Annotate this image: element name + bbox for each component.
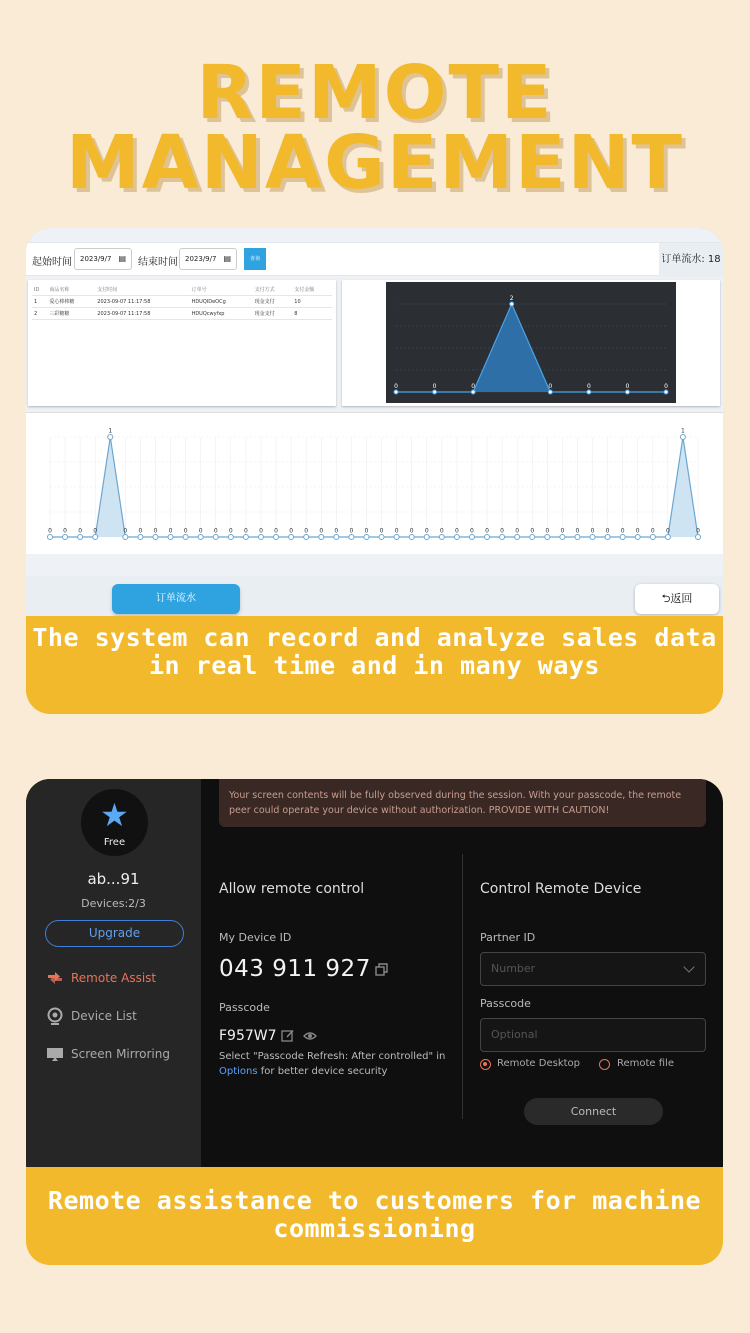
remote-desktop-label: Remote Desktop [497,1058,581,1069]
calendar-icon: ▤ [223,254,231,263]
data-label: 0 [228,527,233,535]
data-point [63,535,68,540]
data-label: 0 [471,383,476,390]
data-point [198,535,203,540]
table-cell: 2023-09-07 11:17:58 [95,296,189,308]
sales-caption: The system can record and analyze sales data in real time and in many ways [32,623,717,680]
data-point [364,535,369,540]
sidebar [26,779,201,1167]
data-point [289,535,294,540]
data-label: 0 [605,527,610,535]
data-point [349,535,354,540]
caution-banner: Your screen contents will be fully observed during the session. With your passcode, the remote peer could operate your device without authorization. PROVIDE WITH CAUTION! [219,779,706,827]
data-point [433,390,437,394]
sales-card [26,228,723,714]
table-cell: 现金支付 [253,308,293,320]
nav-label: Remote Assist [71,971,157,985]
data-label: 0 [243,527,248,535]
data-label: 0 [575,527,580,535]
sales-screen [26,228,723,616]
data-label: 0 [432,383,437,390]
data-label: 0 [586,383,591,390]
data-point [530,535,535,540]
partner-id-label: Partner ID [480,931,536,944]
nav-label: Screen Mirroring [71,1047,170,1061]
data-label: 0 [319,527,324,535]
data-label: 0 [696,527,700,535]
data-label: 1 [681,427,685,435]
table-row[interactable] [32,308,332,320]
star-icon: ★ [100,796,129,834]
username: ab...91 [87,870,140,888]
data-point [560,535,565,540]
data-point [665,535,670,540]
data-point [138,535,143,540]
data-label: 0 [304,527,309,535]
my-device-id-label: My Device ID [219,931,292,944]
data-label: 1 [108,427,113,435]
data-label: 0 [515,527,520,535]
table-cell: 爱心棒棒糖 [47,296,95,308]
plan-badge: Free [103,837,126,848]
table-cell: 2023-09-07 11:17:58 [95,308,189,320]
table-header: ID [32,284,47,296]
data-point [439,535,444,540]
start-time-label: 起始时间 [32,257,72,268]
data-label: 0 [168,527,173,535]
data-point [394,535,399,540]
data-point [334,535,339,540]
data-point [123,535,128,540]
data-point [587,390,591,394]
control-remote-title: Control Remote Device [480,881,642,897]
data-label: 0 [664,383,668,390]
data-point [625,390,629,394]
allow-remote-title: Allow remote control [219,881,365,897]
data-point [454,535,459,540]
data-label: 0 [454,527,459,535]
partner-passcode-label: Passcode [480,997,531,1010]
end-date-input[interactable]: 2023/9/7 ▤ [179,248,237,270]
data-label: 0 [78,527,83,535]
data-point [168,535,173,540]
table-row[interactable] [32,296,332,308]
data-label: 0 [620,527,625,535]
data-label: 0 [48,527,52,535]
data-point [409,535,414,540]
data-point [379,535,384,540]
data-point [183,535,188,540]
daily-chart [386,282,676,403]
device-list-icon [46,1007,64,1025]
remote-desktop-radio[interactable] [480,1059,491,1070]
daily-chart-panel [342,280,720,406]
data-label: 0 [560,527,565,535]
data-point [258,535,263,540]
table-cell: 10 [292,296,332,308]
data-point [500,535,505,540]
options-link[interactable]: Options [219,1066,258,1077]
data-point [228,535,233,540]
orders-table [32,284,332,320]
data-point [153,535,158,540]
data-label: 0 [470,527,474,535]
data-point [545,535,550,540]
nav-label: Device List [71,1009,137,1023]
remote-file-radio[interactable] [599,1059,610,1070]
start-date-input[interactable]: 2023/9/7 ▤ [74,248,132,270]
screen-mirroring-icon [46,1045,64,1063]
data-point [213,535,218,540]
headline-line2: MANAGEMENT [66,120,684,206]
data-label: 0 [500,527,505,535]
table-header: 支付方式 [253,284,293,296]
data-point [485,535,490,540]
product-chart-panel [26,412,723,554]
table-cell: 2 [32,308,47,320]
data-point [696,535,701,540]
connect-button[interactable]: Connect [524,1098,663,1125]
data-point [471,390,475,394]
device-count: Devices:2/3 [81,897,146,910]
data-label: 0 [123,527,128,535]
data-point [274,535,279,540]
data-label: 0 [665,527,670,535]
upgrade-button[interactable]: Upgrade [45,920,184,947]
passcode-value: F957W7 [219,1028,277,1044]
data-label: 0 [259,527,263,535]
data-point [680,435,685,440]
data-label: 0 [545,527,550,535]
data-label: 0 [213,527,218,535]
data-point [108,435,113,440]
data-point [515,535,520,540]
data-label: 0 [289,527,294,535]
data-label: 0 [439,527,444,535]
table-header: 支付时间 [95,284,189,296]
order-count: 订单流水: 18 [659,243,723,277]
data-label: 0 [548,383,553,390]
data-point [620,535,625,540]
remote-file-label: Remote file [617,1058,674,1069]
table-cell: 8 [292,308,332,320]
data-label: 0 [625,383,630,390]
avatar[interactable] [81,789,148,856]
table-header: 支付金额 [292,284,332,296]
data-point [319,535,324,540]
remote-app-screen [26,779,723,1167]
data-point [48,535,53,540]
table-cell: HDUQcwyfxp [190,308,253,320]
product-chart-svg [26,413,723,555]
daily-chart-svg [386,282,676,403]
passcode-label: Passcode [219,1001,270,1014]
data-label: 0 [198,527,203,535]
data-point [243,535,248,540]
data-label: 0 [394,383,398,390]
data-label: 0 [153,527,158,535]
table-cell: 1 [32,296,47,308]
data-point [394,390,398,394]
data-point [635,535,640,540]
data-point [424,535,429,540]
device-id: 043 911 927 [219,956,371,982]
data-label: 0 [394,527,399,535]
data-point [664,390,668,394]
end-time-label: 结束时间 [138,257,178,268]
headline-line1: REMOTE [196,50,554,136]
table-header: 订单号 [190,284,253,296]
table-cell: 现金支付 [253,296,293,308]
back-button[interactable]: ⮌返回 [635,584,719,614]
data-point [650,535,655,540]
data-label: 0 [63,527,67,535]
data-label: 0 [349,527,354,535]
remote-card [26,779,723,1265]
data-label: 2 [509,295,514,302]
data-point [469,535,474,540]
data-label: 0 [590,527,595,535]
data-label: 0 [424,527,429,535]
data-point [548,390,552,394]
table-cell: HDUQIDeOCg [190,296,253,308]
remote-caption: Remote assistance to customers for machine commissioning [47,1186,702,1243]
partner-passcode-input[interactable]: Optional [480,1018,706,1052]
order-flow-button[interactable]: 订单流水 [112,584,240,614]
data-label: 0 [93,527,98,535]
copy-icon[interactable] [375,963,389,977]
search-button[interactable]: 查询 [244,248,266,270]
data-label: 0 [138,527,143,535]
data-point [605,535,610,540]
chevron-down-icon[interactable] [683,961,694,972]
filter-toolbar [26,242,723,276]
data-point [575,535,580,540]
table-header: 商品名称 [47,284,95,296]
data-label: 0 [485,527,489,535]
data-label: 0 [635,527,640,535]
data-point [78,535,83,540]
panel-divider [462,854,463,1119]
data-label: 0 [334,527,339,535]
data-point [510,302,514,306]
partner-id-input[interactable]: Number [480,952,706,986]
data-label: 0 [274,527,278,535]
table-header-row [32,284,332,296]
edit-icon[interactable] [281,1029,295,1043]
remote-assist-icon [46,969,64,987]
data-point [590,535,595,540]
data-point [304,535,309,540]
security-hint: Select "Passcode Refresh: After controlled" in Options for better device security [219,1051,446,1077]
calendar-icon: ▤ [118,254,126,263]
data-label: 0 [650,527,655,535]
data-label: 0 [530,527,535,535]
eye-icon[interactable] [303,1029,317,1043]
data-label: 0 [379,527,384,535]
data-point [93,535,98,540]
data-label: 0 [409,527,414,535]
table-cell: 三彩糖糖 [47,308,95,320]
orders-table-panel [28,280,336,406]
data-label: 0 [183,527,188,535]
data-label: 0 [364,527,369,535]
